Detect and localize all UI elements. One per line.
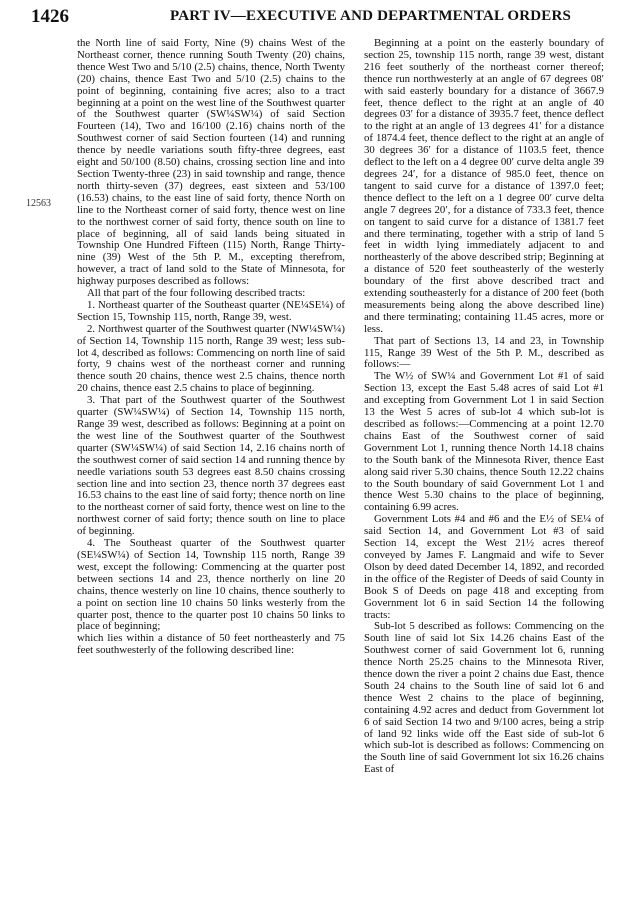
paragraph: Government Lots #4 and #6 and the E½ of SE¼ of said Section 14, and Government Lot #3 of said Section 14, except the West 21½ acres thereof conveyed by James F. Langmaid and wife to Sever Olson by deed dated December 14, 1892, and recorded in the office of the Register of Deeds of said County in Book S of Deeds on page 418 and excepting from Government lot 6 in said Section 14 the following tracts: — [364, 513, 604, 621]
running-head: PART IV—EXECUTIVE AND DEPARTMENTAL ORDERS — [170, 8, 572, 24]
right-column — [364, 38, 604, 914]
paragraph: Beginning at a point on the easterly boundary of section 25, township 115 north, range 39 west, distant 216 feet southerly of the northeast corner thereof; thence run northwesterly at an angle of 67 degrees 08′ with said easterly boundary for a distance of 3667.9 feet, thence deflect to the right at an angle of 40 degrees 03′ for a distance of 3935.7 feet, thence deflect to the right at an angle of 13 degrees 41′ for a distance of 1874.4 feet, thence deflect to the right at an angle of 30 degrees 36′ for a distance of 1103.5 feet, thence deflect to the left on a 4 degree 00′ curve delta angle 39 degrees 24′, for a distance of 985.0 feet, thence on tangent to said curve for a distance of 1397.0 feet; thence deflect to the left on a 1 degree 00′ curve delta angle 7 degrees 20′, for a distance of 733.3 feet, thence on tangent to said curve for a distance of 1381.7 feet and there terminating, together with a strip of land 5 feet in width lying immediately adjacent to and northeasterly of the above described strip; Beginning at a distance of 520 feet southeasterly of the westerly boundary of the first above described tract and extending southeasterly for a distance of 200 feet (both measurements being along the above described line) and there terminating; containing 11.45 acres, more or less. — [364, 38, 604, 335]
paragraph: 1. Northeast quarter of the Southeast quarter (NE¼SE¼) of Section 15, Township 115, north, Range 39, west. — [77, 298, 345, 323]
left-column — [77, 38, 345, 914]
margin-note: 12563 — [26, 198, 51, 209]
paragraph: 4. The Southeast quarter of the Southwest quarter (SE¼SW¼) of Section 14, Township 115 north, Range 39 west, except the following: Commencing at the quarter post between sections 14 and 23, thence northerly on line 20 chains, thence westerly on line 10 chains, thence southerly to a point on section line 10 chains 50 links westerly from the quarter post, thence to the quarter post 10 chains 50 links to place of beginning; — [77, 537, 345, 633]
paragraph: The W½ of SW¼ and Government Lot #1 of said Section 13, except the East 5.48 acres of said Lot #1 and excepting from Government Lot 1 in said Section 13 the West 5 acres of sub-lot 4 which sub-lot is described as follows:—Commencing at a point 12.70 chains East of the Southwest corner of said Government Lot 1, running thence North 14.18 chains to the South bank of the Minnesota River, thence East along said river 5.30 chains, thence South 12.22 chains to the South boundary of said Government Lot 1 and thence West 5.30 chains to the place of beginning, containing 6.99 acres. — [364, 370, 604, 514]
paragraph: All that part of the four following described tracts: — [87, 287, 306, 300]
paragraph: the North line of said Forty, Nine (9) chains West of the Northeast corner, thence running South Twenty (20) chains, thence West Two and 5/10 (2.5) chains, thence, North Twenty (20) chains, thence East Two and 5/10 (2.5) chains to the point of beginning, containing five acres; also to a tract beginning at a point on the west line of the Southwest quarter of the Southwest quarter (SW¼SW¼) of said Section Fourteen (14), Two and 16/100 (2.16) chains north of the Southwest corner of said Section fourteen (14) and running thence by needle variations south fifty-three degrees, east eight and 50/100 (8.50) chains, crossing section line and into Section Twenty-three (23) in said township and range, thence north thirty-seven (37) degrees, east sixteen and 53/100 (16.53) chains, to the east line of said forty, thence North on line to the Northeast corner of said forty, thence west on line to the northwest corner of said forty, thence south on line to place of beginning, all of said lands being situated in Township One Hundred Fifteen (115) North, Range Thirty-nine (39) West of the 5th P. M., excepting therefrom, however, a tract of land sold to the State of Minnesota, for highway purposes described as follows: — [77, 38, 345, 288]
page-number: 1426 — [31, 6, 69, 27]
paragraph: 2. Northwest quarter of the Southwest quarter (NW¼SW¼) of Section 14, Township 115 north, Range 39 west; less sub-lot 4, described as follows: Commencing on north line of said forty, 9 chains west of the northeast corner and running thence south 20 chains, thence west 2.5 chains, thence north 20 chains, thence east 2.5 chains to place of beginning. — [77, 322, 345, 395]
paragraph: which lies within a distance of 50 feet northeasterly and 75 feet southwesterly of the following described line: — [77, 632, 345, 657]
paragraph: Sub-lot 5 described as follows: Commencing on the South line of said lot Six 14.26 chains East of the Southwest corner of said Government lot 6, running thence North 25.25 chains to the Minnesota River, thence down the river a point 2 chains due East, thence South 24 chains to the South line of said lot 6 and thence West 2 chains to the place of beginning, containing 4.92 acres and deduct from Government lot 6 of said Section 14 two and 9/100 acres, being a strip of land 92 links wide off the East side of sub-lot 6 which sub-lot is described as follows: Commencing on the South line of said Government lot six 16.26 chains East of — [364, 620, 604, 776]
paragraph: That part of Sections 13, 14 and 23, in Township 115, Range 39 West of the 5th P. M., described as follows:— — [364, 334, 604, 371]
paragraph: 3. That part of the Southwest quarter of the Southwest quarter (SW¼SW¼) of Section 14, Township 115 north, Range 39 west, described as follows: Beginning at a point on the west line of the Southwest quarter of the Southwest quarter (SW¼SW¼) of said Section 14, 2.16 chains north of the southwest corner of said section 14 and running thence by needle variations south 53 degrees east 8.50 chains crossing section line and into section 23, thence north 37 degrees east 16.53 chains to the east line of said forty; thence north on line to the northeast corner of said forty, thence west on line to the northwest corner of said forty; thence south on line to place of beginning. — [77, 394, 345, 538]
